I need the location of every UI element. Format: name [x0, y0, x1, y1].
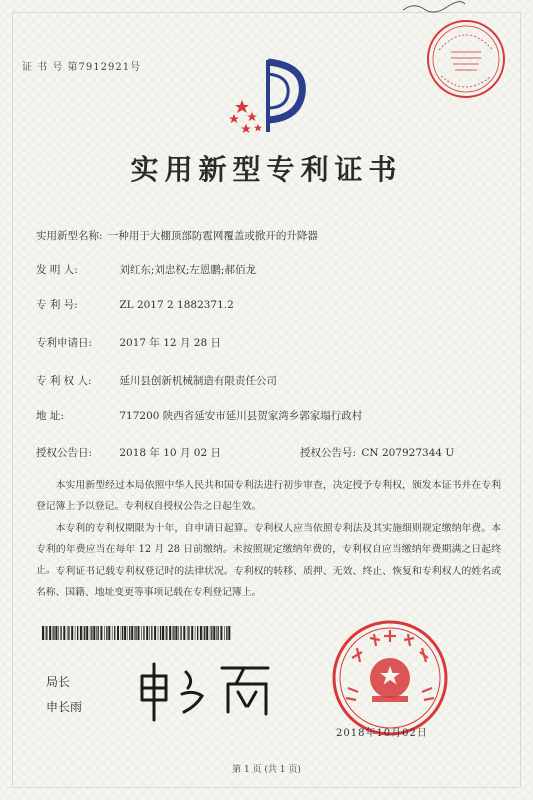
field-patent-owner — [36, 373, 277, 388]
handwritten-signature — [130, 654, 280, 724]
field-filing-date — [36, 335, 221, 350]
field-label: 专 利 号: — [36, 299, 78, 311]
field-grant-number — [300, 445, 454, 460]
field-label: 发 明 人: — [36, 264, 78, 276]
certificate-number: 证 书 号 第7912921号 — [22, 62, 142, 73]
field-value: CN 207927344 U — [361, 447, 455, 459]
certificate-title: 实用新型专利证书 — [130, 153, 403, 186]
barcode — [42, 626, 232, 640]
field-label: 专利申请日: — [36, 337, 93, 349]
field-value: 一种用于大棚顶部防雹网覆盖或掀开的升降器 — [107, 230, 318, 242]
director-name: 申长雨 — [46, 700, 83, 714]
field-patent-number — [36, 297, 234, 312]
field-address — [36, 408, 362, 423]
field-utility-model-name — [36, 228, 318, 243]
field-value: 717200 陕西省延安市延川县贺家湾乡郭家塌行政村 — [119, 410, 363, 422]
handwritten-mark — [399, 0, 469, 16]
paragraph-legal-status: 专利证书记载专利权登记时的法律状况。专利权的转移、质押、无效、终止、恢复和专利权人的姓名或名称、国籍、地址变更等事项记载在专利登记簿上。 — [36, 566, 501, 598]
field-inventor — [36, 262, 256, 277]
field-label: 专 利 权 人: — [36, 375, 92, 387]
field-label: 授权公告日: — [36, 447, 93, 459]
field-value: 刘红东;刘忠权;左恩鹏;郝佰龙 — [119, 264, 256, 276]
page-number: 第 1 页 (共 1 页) — [232, 765, 301, 775]
field-label: 实用新型名称: — [36, 230, 103, 242]
field-grant-date — [36, 445, 221, 460]
field-value: 延川县创新机械制造有限责任公司 — [119, 375, 277, 387]
field-value: 2017 年 12 月 28 日 — [119, 337, 221, 349]
national-ip-administration-seal — [330, 618, 450, 738]
field-label: 授权公告号: — [300, 447, 357, 459]
patent-office-emblem — [228, 56, 310, 136]
stamp-date: 2018年10月02日 — [336, 728, 428, 739]
field-value: 2018 年 10 月 02 日 — [119, 447, 221, 459]
field-label: 地 址: — [36, 410, 64, 422]
paragraph-grant-statement: 本实用新型经过本局依照中华人民共和国专利法进行初步审查，决定授予专利权，颁发本证书并在专利登记簿上予以登记。专利权自授权公告之日起生效。 — [36, 480, 501, 512]
director-title: 局长 — [46, 675, 71, 689]
top-right-seal — [425, 18, 507, 100]
field-value: ZL 2017 2 1882371.2 — [119, 299, 234, 311]
paragraph-term-fees: 本专利的专利权期限为十年，自申请日起算。专利权人应当依照专利法及其实施细则规定缴纳年费。本专利的年费应当在每年 12 月 28 日前缴纳。未按照规定缴纳年费的，专利权自应当缴纳年费期满之日起终止。 — [36, 523, 501, 576]
